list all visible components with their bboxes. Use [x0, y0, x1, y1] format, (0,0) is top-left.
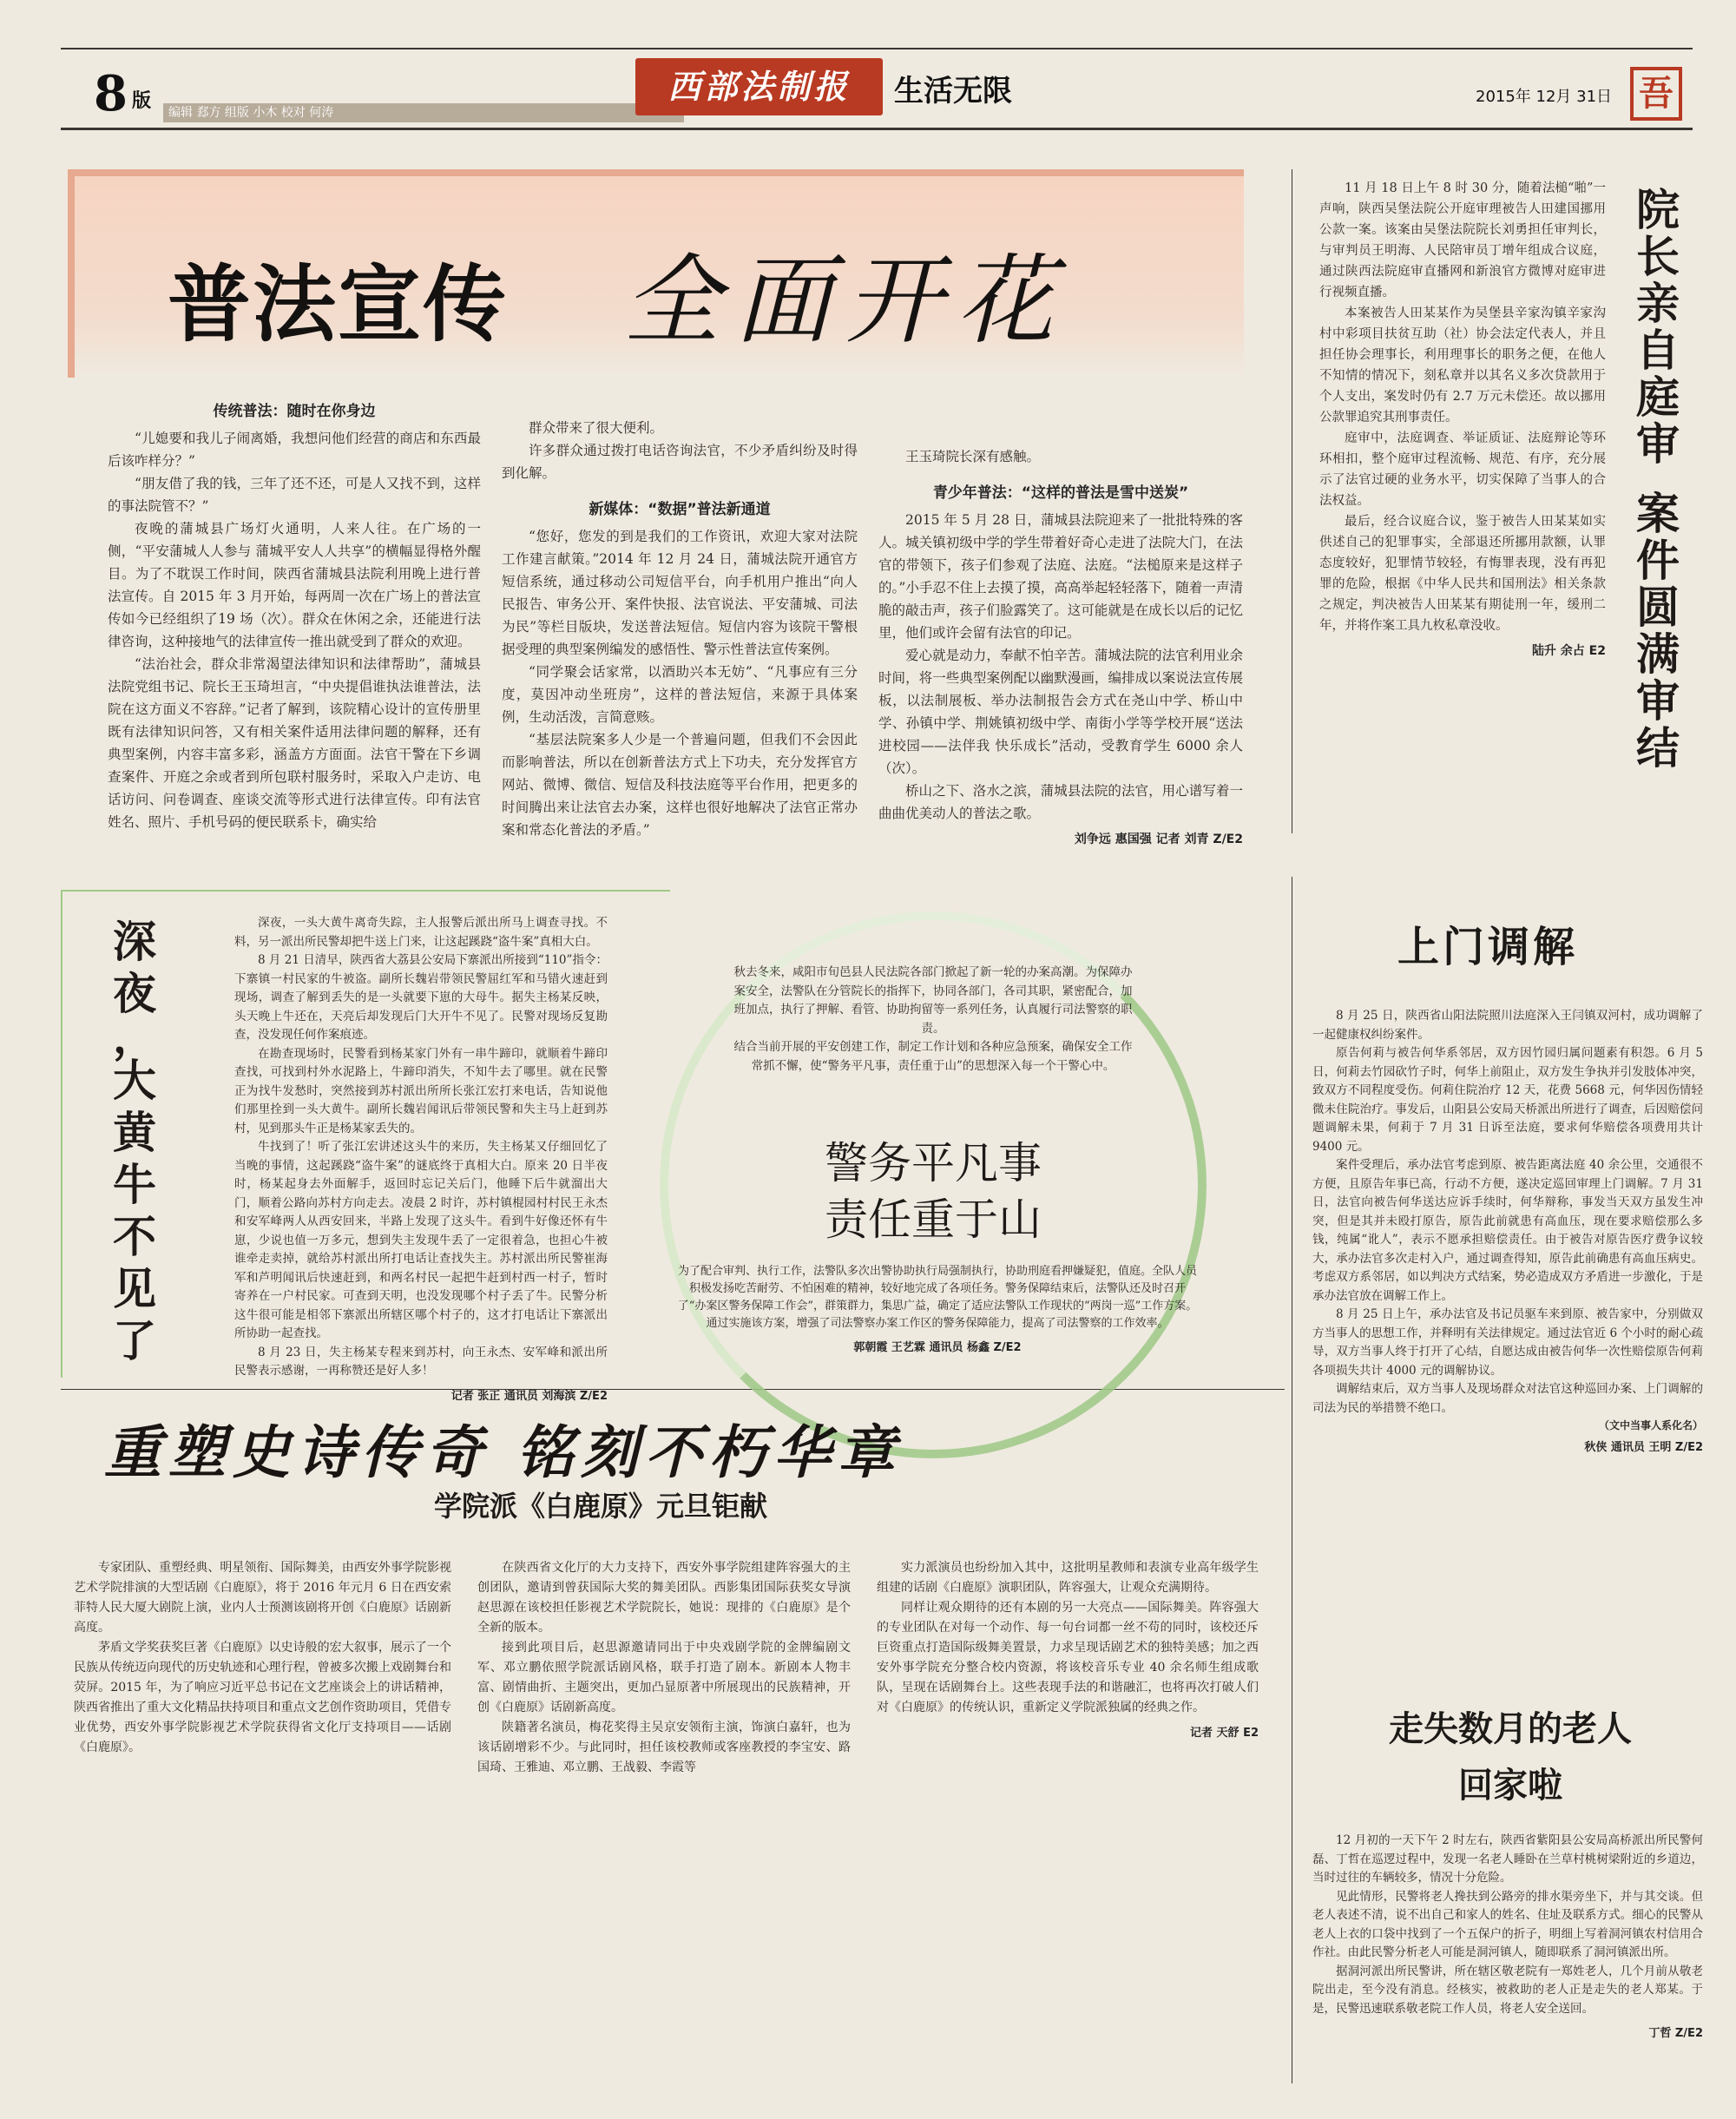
paragraph: 为了配合审判、执行工作，法警队多次出警协助执行局强制执行，协助刑庭看押嫌疑犯，值庭。全队人员积极发扬吃苦耐劳、不怕困难的精神，较好地完成了各项任务。警务保障结束后，法警队还及时召开了“办案区警务保障工作会”，群策群力，集思广益，确定了适应法警队工作现状的“两岗一巡”工作方案。通过实施该方案，增强了司法警察办案工作区的警务保障能力，提高了司法警察的工作效率。 [677, 1265, 1198, 1330]
article-2-text [1319, 178, 1606, 659]
paragraph: 专家团队、重塑经典、明星领衔、国际舞美，由西安外事学院影视艺术学院排演的大型话剧《白鹿原》，将于 2016 年元月 6 日在西安索菲特人民大厦大剧院上演，业内人士预测该剧将开创《白鹿原》话剧新高度。 [74, 1561, 451, 1635]
page-unit: 版 [132, 90, 152, 112]
byline: 秋侠 通讯员 王明 Z/E2 [1584, 1441, 1703, 1454]
paragraph: 最后，经合议庭合议，鉴于被告人田某某如实供述自己的犯罪事实，全部退还所挪用款额，认罪态度较好，犯罪情节较轻，有悔罪表现，没有再犯罪的危险，根据《中华人民共和国刑法》相关条款之规定，判决被告人田某某有期徒刑一年，缓刑二年，并将作案工具九枚私章没收。 [1319, 515, 1606, 633]
masthead-bottom-rule [61, 128, 1693, 130]
article-6-column-2 [477, 1558, 851, 1778]
paragraph: 8 月 21 日清早，陕西省大荔县公安局下寨派出所接到“110”指令：下寨镇一村民家的牛被盗。副所长魏岩带领民警屈红军和马错火速赶到现场，调查了解到丢失的是一头就要下崽的大母牛。据失主杨某反映，头天晚上牛还在，天亮后却发现后门大开牛不见了。民警对现场反复勘查，没发现任何作案痕迹。 [234, 953, 608, 1042]
masthead-top-rule [61, 48, 1693, 49]
paragraph: 12 月初的一天下午 2 时左右，陕西省紫阳县公安局高桥派出所民警何磊、丁哲在巡逻过程中，发现一名老人睡卧在兰草村桃树梁附近的乡道边，当时过往的车辆较多，情况十分危险。 [1312, 1833, 1703, 1885]
paragraph: 原告何莉与被告何华系邻居，双方因竹园归属问题素有积怨。6 月 5 日，何莉去竹园砍竹子时，何华上前阻止，双方发生争执并引发肢体冲突，致双方不同程度受伤。何莉住院治疗 12 天，花费 5668 元，何华因伤情轻微未住院治疗。事发后，山阳县公安局天桥派出所进行了调查，后因赔偿问题调解未果，何莉于 7 月 31 日诉至法庭，要求何华赔偿各项费用共计 9400 元。 [1312, 1046, 1703, 1154]
headline-char: 审 [1636, 419, 1680, 470]
headline-char: 自 [1636, 326, 1680, 376]
paragraph: 见此情形，民警将老人搀扶到公路旁的排水渠旁坐下，并与其交谈。但老人表述不清，说不出自己和家人的姓名、住址及联系方式。细心的民警从老人上衣的口袋中找到了一个五保户的折子，明细上写着洞河镇农村信用合作社。由此民警分析老人可能是洞河镇人，随即联系了洞河镇派出所。 [1312, 1889, 1703, 1959]
paragraph: 同样让观众期待的还有本剧的另一大亮点——国际舞美。阵容强大的专业团队在对每一个动作、每一句台词都一丝不苟的同时，该校还斥巨资重点打造国际级舞美置景，力求呈现话剧艺术的独特美感；加之西安外事学院充分整合校内资源，将该校音乐专业 40 余名师生组成歌队，呈现在话剧舞台上。这些表现手法的和谐融汇，也将再次打破人们对《白鹿原》的传统认识，重新定义学院派独属的经典之作。 [877, 1601, 1259, 1714]
byline: 陆升 余占 E2 [1531, 644, 1606, 658]
headline-char: 黄 [113, 1108, 156, 1158]
paragraph: “您好，您发的到是我们的工作资讯，欢迎大家对法院工作建言献策。”2014 年 12 月 24 日，蒲城法院开通官方短信系统，通过移动公司短信平台，向手机用户推出“向人民报告、审务公开、案件快报、法官说法、平安蒲城、司法为民”等栏目版块，发送普法短信。短信内容为该院干警根据受理的典型案例编发的感悟性、警示性普法宣传案例。 [502, 529, 858, 657]
subtitle: 学院派《白鹿原》元旦钜献 [434, 1490, 768, 1523]
article-legal-publicity [68, 169, 1244, 846]
article-7-text [1312, 1832, 1703, 2040]
headline: 重塑史诗传奇 铭刻不朽华章 [104, 1418, 902, 1486]
article-white-deer-plain [61, 1398, 1285, 2083]
staff-strip [163, 103, 684, 122]
headline-line-1: 警务平凡事 [825, 1138, 1042, 1188]
paragraph: 8 月 25 日，陕西省山阳法院照川法庭深入王闫镇双河村，成功调解了一起健康权纠纷案件。 [1312, 1009, 1703, 1042]
paragraph: 接到此项目后，赵思源邀请同出于中央戏剧学院的金牌编剧文军、邓立鹏依照学院派话剧风格，联手打造了剧本。新剧本人物丰富、剧情曲折、主题突出，更加凸显原著中所展现出的民族精神，开创《白鹿原》话剧新高度。 [477, 1641, 851, 1714]
name-note: （文中当事人系化名） [1598, 1419, 1703, 1431]
page-number: 8 [94, 65, 128, 122]
headline-script: 全面开花 [623, 245, 1068, 358]
paragraph: 8 月 23 日，失主杨某专程来到苏村，向王永杰、安军峰和派出所民警表示感谢，一再称赞还是好人多！ [234, 1345, 608, 1378]
paragraph: 牛找到了！听了张江宏讲述这头牛的来历，失主杨某又仔细回忆了当晚的事情，这起蹊跷“盗牛案”的谜底终于真相大白。原来 20 日半夜时，杨某起身去外面解手，返回时忘记关后门，他睡下后牛就溜出大门，顺着公路向苏村方向走去。凌晨 2 时许，苏村镇棍园村村民王永杰和安军峰两人从西安回来，半路上发现了这头牛。看到牛好像还怀有牛崽，少说也值一万多元，想到失主发现牛丢了一定很着急，也担心牛被谁牵走卖掉，就给苏村派出所打电话让查找失主。苏村派出所民警崔海军和芦明闻讯后快速赶到，和两名村民一起把牛赶到村西一村子，暂时寄养在一户村民家。可查到天明，也没发现哪个村子丢了牛。民警分析这牛很可能是相邻下寨派出所辖区哪个村子的，这才打电话让下寨派出所协助一起查找。 [234, 1140, 608, 1340]
article-1-column-1 [108, 386, 481, 833]
headline-char: 院 [1636, 185, 1680, 235]
headline-char: 夜 [113, 969, 156, 1019]
paragraph: 陕籍著名演员，梅花奖得主吴京安领衔主演，饰演白嘉轩，也为该话剧增彩不少。与此同时，担任该校教师或客座教授的李宝安、路国琦、王雅迪、邓立鹏、王战毅、李霞等 [477, 1721, 851, 1774]
paragraph: 本案被告人田某某作为吴堡县辛家沟镇辛家沟村中彩项目扶贫互助（社）协会法定代表人，并且担任协会理事长，利用理事长的职务之便，在他人不知情的情况下，刻私章并以其名义多次贷款用于个人支出，案发时仍有 2.7 万元未偿还。故以挪用公款罪追究其刑事责任。 [1319, 306, 1606, 424]
paragraph: “法治社会，群众非常渴望法律知识和法律帮助”，蒲城县法院党组书记、院长王玉琦坦言，“中央提倡谁执法谁普法，法院在这方面义不容辞。”记者了解到，该院精心设计的宣传册里既有法律知识问答，又有相关案件适用法律问题的解释，还有典型案例，内容丰富多彩，涵盖方方面面。法官干警在下乡调查案件、开庭之余或者到所包联村服务时，采取入户走访、电话访问、问卷调查、座谈交流等形式进行法律宣传。印有法官姓名、照片、手机号码的便民联系卡，确实给 [108, 656, 481, 830]
paragraph: 调解结束后，双方当事人及现场群众对法官这种巡回办案、上门调解的司法为民的举措赞不绝口。 [1312, 1382, 1703, 1415]
byline: 记者 天舒 E2 [1190, 1727, 1259, 1740]
byline: 记者 张正 通讯员 刘海滨 Z/E2 [450, 1389, 608, 1403]
section-name: 生活无限 [894, 74, 1012, 109]
headline-char: 亲 [1636, 279, 1680, 329]
headline-char: ， [113, 1012, 156, 1063]
paragraph: 结合当前开展的平安创建工作，制定工作计划和各种应急预案，确保安全工作常抓不懈，使“警务平凡事，责任重于山”的思想深入每一个干警心中。 [733, 1040, 1133, 1073]
headline-char: 见 [113, 1264, 156, 1314]
paragraph: 秋去冬来，咸阳市旬邑县人民法院各部门掀起了新一轮的办案高潮。为保障办案安全，法警队在分管院长的指挥下，协同各部门，各司其职，紧密配合，加班加点，执行了押解、看管、协助拘留等一系列任务，认真履行司法警察的职责。 [733, 965, 1133, 1036]
paragraph: 实力派演员也纷纷加入其中，这批明星教师和表演专业高年级学生组建的话剧《白鹿原》演职团队，阵容强大，让观众充满期待。 [877, 1561, 1259, 1595]
headline-char: 案 [1636, 489, 1680, 539]
headline-line-2: 回家啦 [1458, 1766, 1562, 1806]
paragraph: 爱心就是动力，奉献不怕辛苦。蒲城法院的法官利用业余时间，将一些典型案例配以幽默漫画，编排成以案说法宣传展板，以法制展板、举办法制报告会方式在尧山中学、桥山中学、孙镇中学、荆姚镇初级中学、南街小学等学校开展“送法进校园——法伴我 快乐成长”活动，受教育学生 6000 余人（次）。 [878, 648, 1243, 776]
headline-char [1623, 468, 1693, 490]
paragraph: 茅盾文学奖获奖巨著《白鹿原》以史诗般的宏大叙事，展示了一个民族从传统迈向现代的历史轨迹和心理行程，曾被多次搬上戏剧舞台和荧屏。2015 年，为了响应习近平总书记在文艺座谈会上的讲话精神，陕西省推出了重大文化精品扶持项目和重点文艺创作资助项目，凭借专业优势，西安外事学院影视艺术学院获得省文化厅支持项目——话剧《白鹿原》。 [74, 1641, 451, 1754]
paragraph: 王玉琦院长深有感触。 [905, 449, 1041, 464]
article-3-text [234, 914, 608, 1403]
paragraph: 8 月 25 日上午，承办法官及书记员驱车来到原、被告家中，分别做双方当事人的思想工作，并释明有关法律规定。通过法官近 6 个小时的耐心疏导，双方当事人终于打开了心结，自愿达成由被告何华一次性赔偿原告何莉各项损失共计 4000 元的调解协议。 [1312, 1307, 1703, 1378]
byline: 刘争远 惠国强 记者 刘青 Z/E2 [1074, 832, 1243, 846]
vertical-headline [1623, 187, 1693, 772]
headline-char: 圆 [1636, 582, 1680, 633]
subheading-youth: 青少年普法：“这样的普法是雪中送炭” [932, 484, 1189, 502]
subheading-new-media: 新媒体：“数据”普法新通道 [589, 501, 771, 518]
article-6-column-1 [74, 1558, 451, 1758]
article-4-intro [729, 964, 1137, 1076]
paragraph: 夜晚的蒲城县广场灯火通明，人来人往。在广场的一侧，“平安蒲城人人参与 蒲城平安人人共享”的横幅显得格外醒目。为了不耽误工作时间，陕西省蒲城县法院利用晚上进行普法宣传。自 2015 年 3 月开始，每两周一次在广场上的普法宣传如今已经组织了19 场（次）。群众在休闲之余，还能进行法律咨询，这种接地气的法律宣传一推出就受到了群众的欢迎。 [108, 521, 481, 649]
paragraph: 2015 年 5 月 28 日，蒲城县法院迎来了一批批特殊的客人。城关镇初级中学的学生带着好奇心走进了法院大门，在法官的带领下，孩子们参观了法庭、法庭。“法槌原来是这样子的。”小手忍不住上去摸了摸，高高举起轻轻落下，随着一声清脆的敲击声，孩子们脸露笑了。这可能就是在成长以后的记忆里，他们或许会留有法官的印记。 [878, 512, 1243, 641]
headline-char: 结 [1636, 723, 1680, 773]
paragraph: “基层法院案多人少是一个普遍问题，但我们不会因此而影响普法，所以在创新普法方式上下功夫，充分发挥官方网站、微博、微信、短信及科技法庭等平台作用，把更多的时间腾出来让法官去办案，这样也很好地解决了法官正常办案和常态化普法的矛盾。” [502, 732, 858, 838]
headline-line-1: 走失数月的老人 [1389, 1709, 1632, 1749]
issue-date: 2015年 12月 31日 [1476, 88, 1613, 106]
paragraph: “儿媳要和我儿子闹离婚，我想问他们经营的商店和东西最后该咋样分？” [108, 431, 481, 469]
article-5-text [1312, 1007, 1703, 1454]
headline-char: 庭 [1636, 372, 1680, 423]
paragraph: “同学聚会话家常，以酒助兴本无妨”、“凡事应有三分度，莫因冲动坐班房”，这样的普法短信，来源于具体案例，生动活泼，言简意赅。 [502, 664, 858, 725]
headline-char: 大 [113, 1056, 156, 1106]
headline-line-2: 责任重于山 [825, 1194, 1042, 1245]
headline-char: 深 [113, 917, 156, 967]
staff-credits: 编辑 郄方 组版 小木 校对 何涛 [168, 106, 334, 120]
article-home-mediation [1302, 903, 1714, 1684]
paragraph: 据洞河派出所民警讲，所在辖区敬老院有一郑姓老人，几个月前从敬老院出走，至今没有消息。经核实，被救助的老人正是走失的老人郑某。于是，民警迅速联系敬老院工作人员，将老人安全送回。 [1312, 1964, 1703, 2016]
headline: 上门调解 [1397, 923, 1579, 971]
headline-char: 牛 [113, 1160, 156, 1210]
masthead [61, 48, 1693, 130]
paragraph: 11 月 18 日上午 8 时 30 分，随着法槌“啪”一声响，陕西吴堡法院公开庭审理被告人田建国挪用公款一案。该案由吴堡法院院长刘勇担任审判长，与审判员王明海、人民陪审员丁增年组成合议庭，通过陕西法院庭审直播网和新浪官方微博对庭审进行视频直播。 [1319, 181, 1606, 299]
byline: 郭朝霞 王艺霖 通讯员 杨鑫 Z/E2 [853, 1341, 1022, 1354]
article-court-trial [1302, 169, 1719, 812]
article-1-column-2 [502, 417, 858, 841]
headline-char: 满 [1636, 629, 1680, 680]
article-1-column-3 [878, 445, 1243, 847]
headline-char: 了 [113, 1316, 156, 1366]
paragraph: 许多群众通过拨打电话咨询法官，不少矛盾纠纷及时得到化解。 [502, 443, 858, 481]
headline-char: 不 [113, 1212, 156, 1262]
article-lost-elder [1302, 1693, 1714, 2083]
paragraph: 在陕西省文化厅的大力支持下，西安外事学院组建阵容强大的主创团队，邀请到曾获国际大奖的舞美团队。西影集团国际获奖女导演赵思源在该校担任影视艺术学院院长，她说：现排的《白鹿原》是个全新的版本。 [477, 1561, 851, 1635]
paragraph: “朋友借了我的钱，三年了还不还，可是人又找不到，这样的事法院管不？” [108, 476, 481, 514]
article-missing-ox [61, 890, 651, 1403]
vertical-headline [100, 916, 169, 1367]
headline-main: 普法宣传 [168, 256, 508, 353]
headline-char: 件 [1636, 536, 1680, 586]
paragraph: 在勘查现场时，民警看到杨某家门外有一串牛蹄印，就顺着牛蹄印查找，可找到村外水泥路上，牛蹄印消失，不知牛去了哪里。就在民警正为找牛发愁时，突然接到苏村派出所所长张江宏打来电话，告知说他们那里拴到一头大黄牛。副所长魏岩闻讯后带领民警和失主马上赶到苏村，见到那头牛正是杨某家丢失的。 [234, 1046, 608, 1135]
seal-stamp: 吾 [1630, 67, 1682, 121]
paper-name: 西部法制报 [667, 67, 851, 106]
article-4-body [677, 1263, 1198, 1354]
subheading-traditional: 传统普法：随时在你身边 [213, 403, 376, 420]
paragraph: 桥山之下、洛水之滨，蒲城县法院的法官，用心谱写着一曲曲优美动人的普法之歌。 [878, 783, 1243, 821]
paragraph: 深夜，一头大黄牛离奇失踪，主人报警后派出所马上调查寻找。不料，另一派出所民警却把牛送上门来，让这起蹊跷“盗牛案”真相大白。 [234, 916, 608, 949]
article-police-duty [660, 911, 1224, 1372]
paragraph: 群众带来了很大便利。 [529, 420, 664, 436]
headline-char: 审 [1636, 676, 1680, 727]
paragraph: 庭审中，法庭调查、举证质证、法庭辩论等环环相扣，整个庭审过程流畅、规范、有序，充分展示了法官过硬的业务水平，切实保障了当事人的合法权益。 [1319, 431, 1606, 508]
headline-char: 长 [1636, 232, 1680, 282]
byline: 丁哲 Z/E2 [1648, 2027, 1703, 2040]
paragraph: 案件受理后，承办法官考虑到原、被告距离法庭 40 余公里，交通很不方便，且原告年事已高，行动不方便，遂决定巡回审理上门调解。7 月 31 日，法官向被告何华送达应诉手续时，何华辩称，事发当天双方虽发生冲突，但是其并未殴打原告，原告此前就患有高血压，现在要求赔偿那么多钱，纯属“讹人”，表示不愿承担赔偿责任。由于被告对原告医疗费争议较大，承办法官多次走村入户，通过调查得知，原告此前确患有高血压病史。考虑双方系邻居，如以判决方式结案，势必造成双方矛盾进一步激化，于是承办法官放在调解工作上。 [1312, 1158, 1703, 1303]
article-6-column-3 [877, 1558, 1259, 1740]
paper-logo [635, 58, 883, 115]
